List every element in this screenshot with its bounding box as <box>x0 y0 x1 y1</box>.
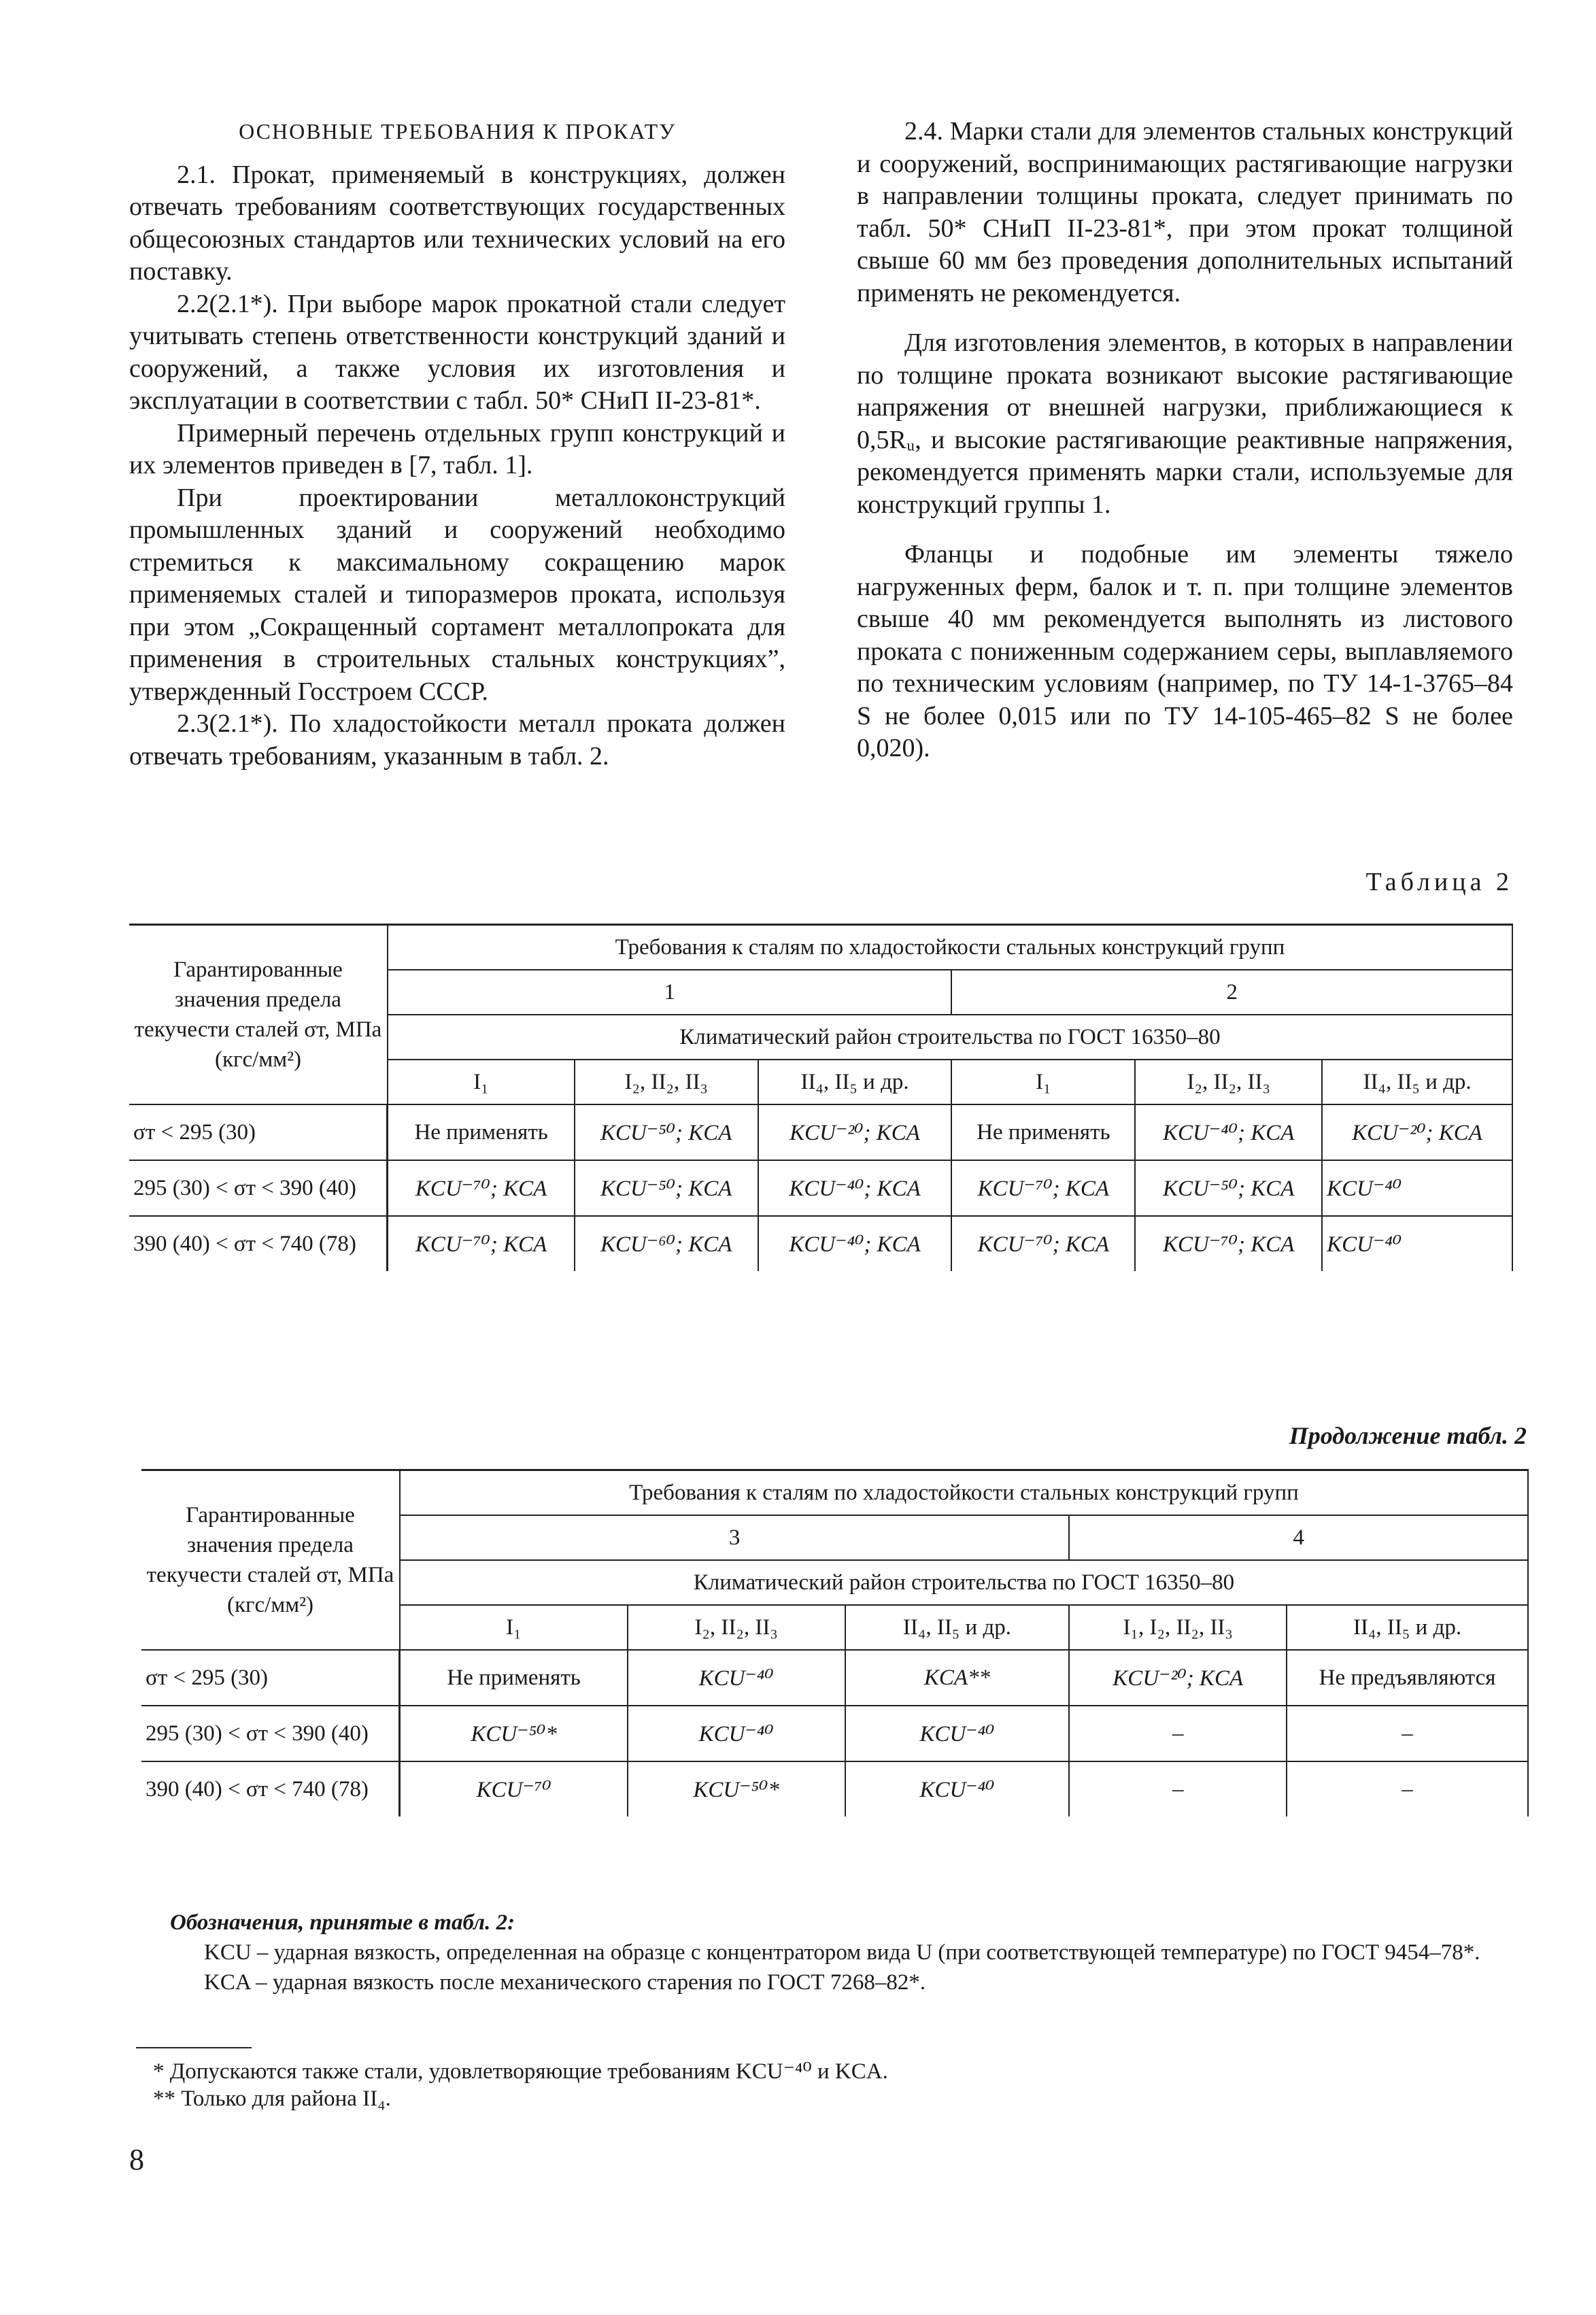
table-cell: KCU⁻⁵⁰* <box>400 1706 628 1761</box>
table-cell: KCU⁻⁴⁰ <box>628 1650 845 1706</box>
table-cell: Не применять <box>400 1650 628 1706</box>
table-cell: KCU⁻⁵⁰; KCA <box>575 1104 758 1160</box>
table-cell: Не применять <box>388 1104 575 1160</box>
table-cell: KCU⁻⁴⁰ <box>1322 1216 1512 1271</box>
table-cell: KCU⁻⁵⁰* <box>628 1761 845 1816</box>
region-header: I₁, I₂, II₂, II₃ <box>1069 1605 1287 1650</box>
table-cell: – <box>1069 1706 1287 1761</box>
row-label: σт < 295 (30) <box>129 1104 388 1160</box>
table-cell: KCU⁻⁴⁰; KCA <box>758 1160 952 1216</box>
table-row <box>129 1216 1512 1271</box>
group-header: 3 <box>400 1515 1069 1560</box>
footnote-divider <box>136 2047 252 2048</box>
page-number: 8 <box>129 2143 144 2176</box>
table-cell: KCU⁻²⁰; KCA <box>758 1104 952 1160</box>
table-cell: KCU⁻⁷⁰ <box>400 1761 628 1816</box>
footnote-2: ** Только для района II₄. <box>153 2086 391 2111</box>
paragraph-thickness: Для изготовления элементов, в которых в направлении по толщине проката возникают высокие растягивающие напряжения от внешней нагрузки, приближающиеся к 0,5Rᵤ, и высокие растягивающие реактивные напряжения, рекомендуется применять марки стали, используемые для конструкций группы 1. <box>857 328 1513 519</box>
region-header: II₄, II₅ и др. <box>845 1605 1070 1650</box>
right-column <box>857 116 1513 765</box>
table-cell: KCU⁻²⁰; KCA <box>1069 1650 1287 1706</box>
table-cell: – <box>1287 1761 1528 1816</box>
group-header: 1 <box>388 970 952 1015</box>
table-cell: KCU⁻⁴⁰ <box>1322 1160 1512 1216</box>
footnote-1: * Допускаются также стали, удовлетворяющие требованиям KCU⁻⁴⁰ и KCA. <box>153 2059 888 2084</box>
table-notes <box>170 1908 1530 1997</box>
notes-title: Обозначения, принятые в табл. 2: <box>170 1910 515 1935</box>
row-label: 390 (40) < σт < 740 (78) <box>141 1761 400 1816</box>
note-kcu: KCU – ударная вязкость, определенная на образце с концентратором вида U (при соответствующей температуре) по ГОСТ 9454–78*. <box>204 1940 1480 1965</box>
region-header: II₄, II₅ и др. <box>1287 1605 1528 1650</box>
table-cell: KCU⁻⁷⁰; KCA <box>388 1216 575 1271</box>
table-cell: KCU⁻⁷⁰; KCA <box>388 1160 575 1216</box>
table-cell: – <box>1287 1706 1528 1761</box>
paragraph-design: При проектировании металлоконструкций промышленных зданий и сооружений необходимо стремиться к максимальному сокращению марок применяемых сталей и типоразмеров проката, используя при этом „Сокращенный сортамент металлопроката для применения в строительных стальных конструкциях”, утвержденный Госстроем СССР. <box>129 483 785 706</box>
group-header: 2 <box>951 970 1512 1015</box>
region-header: I₂, II₂, II₃ <box>1135 1060 1322 1104</box>
section-heading: ОСНОВНЫЕ ТРЕБОВАНИЯ К ПРОКАТУ <box>239 119 676 143</box>
row-label: 295 (30) < σт < 390 (40) <box>141 1706 400 1761</box>
table-cell: KCU⁻⁵⁰; KCA <box>1135 1160 1322 1216</box>
climate-header: Климатический район строительства по ГОСТ 16350–80 <box>388 1015 1512 1060</box>
table-row <box>129 1160 1512 1216</box>
table-cell: Не применять <box>951 1104 1135 1160</box>
table-row <box>141 1761 1528 1816</box>
table-cell: KCU⁻⁴⁰ <box>845 1706 1070 1761</box>
table-cell: KCU⁻⁷⁰; KCA <box>1135 1216 1322 1271</box>
region-header: I₁ <box>388 1060 575 1104</box>
row-label: σт < 295 (30) <box>141 1650 400 1706</box>
paragraph-flanges: Фланцы и подобные им элементы тяжело нагруженных ферм, балок и т. п. при толщине элементов свыше 40 мм рекомендуется выполнять из листового проката с пониженным содержанием серы, выплавляемого по техническим условиям (например, по ТУ 14-1-3765–84 S не более 0,015 или по ТУ 14-105-465–82 S не более 0,020). <box>857 540 1513 762</box>
table-row <box>141 1706 1528 1761</box>
table-2-continuation <box>141 1469 1529 1816</box>
table-cell: KCU⁻⁴⁰; KCA <box>758 1216 952 1271</box>
region-header: II₄, II₅ и др. <box>758 1060 952 1104</box>
paragraph-2-1: 2.1. Прокат, применяемый в конструкциях, должен отвечать требованиям соответствующих государственных общесоюзных стандартов или технических условий на его поставку. <box>129 160 785 286</box>
left-column <box>129 116 785 773</box>
table-label: Таблица 2 <box>1365 868 1513 896</box>
table-row <box>129 1104 1512 1160</box>
climate-header: Климатический район строительства по ГОСТ 16350–80 <box>400 1560 1528 1605</box>
table-header-main: Требования к сталям по хладостойкости стальных конструкций групп <box>400 1470 1528 1516</box>
table-2 <box>129 924 1513 1271</box>
table-cell: KCU⁻⁴⁰ <box>628 1706 845 1761</box>
table-cell: KCU⁻⁴⁰; KCA <box>1135 1104 1322 1160</box>
paragraph-2-4: 2.4. Марки стали для элементов стальных конструкций и сооружений, воспринимающих растягивающие нагрузки в направлении толщины проката, следует принимать по табл. 50* СНиП II-23-81*, при этом прокат толщиной свыше 60 мм без проведения дополнительных испытаний применять не рекомендуется. <box>857 117 1513 307</box>
region-header: I₁ <box>951 1060 1135 1104</box>
note-kca: KCA – ударная вязкость после механического старения по ГОСТ 7268–82*. <box>204 1970 926 1995</box>
table-cell: KCU⁻⁵⁰; KCA <box>575 1160 758 1216</box>
table-cell: KCU⁻²⁰; KCA <box>1322 1104 1512 1160</box>
paragraph-2-2: 2.2(2.1*). При выборе марок прокатной стали следует учитывать степень ответственности конструкций зданий и сооружений, а также условия их изготовления и эксплуатации в соответствии с табл. 50* СНиП II-23-81*. <box>129 289 785 415</box>
table-cell: KCU⁻⁷⁰; KCA <box>951 1160 1135 1216</box>
table-header-main: Требования к сталям по хладостойкости стальных конструкций групп <box>388 925 1512 970</box>
paragraph-2-3: 2.3(2.1*). По хладостойкости металл проката должен отвечать требованиям, указанным в табл. 2. <box>129 709 785 771</box>
table-row <box>141 1650 1528 1706</box>
region-header: I₂, II₂, II₃ <box>575 1060 758 1104</box>
table-cell: Не предъявляются <box>1287 1650 1528 1706</box>
table-cell: KCA** <box>845 1650 1070 1706</box>
table-cell: KCU⁻⁷⁰; KCA <box>951 1216 1135 1271</box>
paragraph-group-list: Примерный перечень отдельных групп конструкций и их элементов приведен в [7, табл. 1]. <box>129 418 785 479</box>
region-header: II₄, II₅ и др. <box>1322 1060 1512 1104</box>
table-continuation-label: Продолжение табл. 2 <box>1289 1422 1527 1449</box>
region-header: I₂, II₂, II₃ <box>628 1605 845 1650</box>
table-header-stub: Гарантированные значения предела текучести сталей σт, МПа (кгс/мм²) <box>129 925 388 1105</box>
table-cell: KCU⁻⁶⁰; KCA <box>575 1216 758 1271</box>
table-cell: KCU⁻⁴⁰ <box>845 1761 1070 1816</box>
row-label: 295 (30) < σт < 390 (40) <box>129 1160 388 1216</box>
region-header: I₁ <box>400 1605 628 1650</box>
table-cell: – <box>1069 1761 1287 1816</box>
table-header-stub: Гарантированные значения предела текучести сталей σт, МПа (кгс/мм²) <box>141 1470 400 1651</box>
row-label: 390 (40) < σт < 740 (78) <box>129 1216 388 1271</box>
group-header: 4 <box>1069 1515 1528 1560</box>
